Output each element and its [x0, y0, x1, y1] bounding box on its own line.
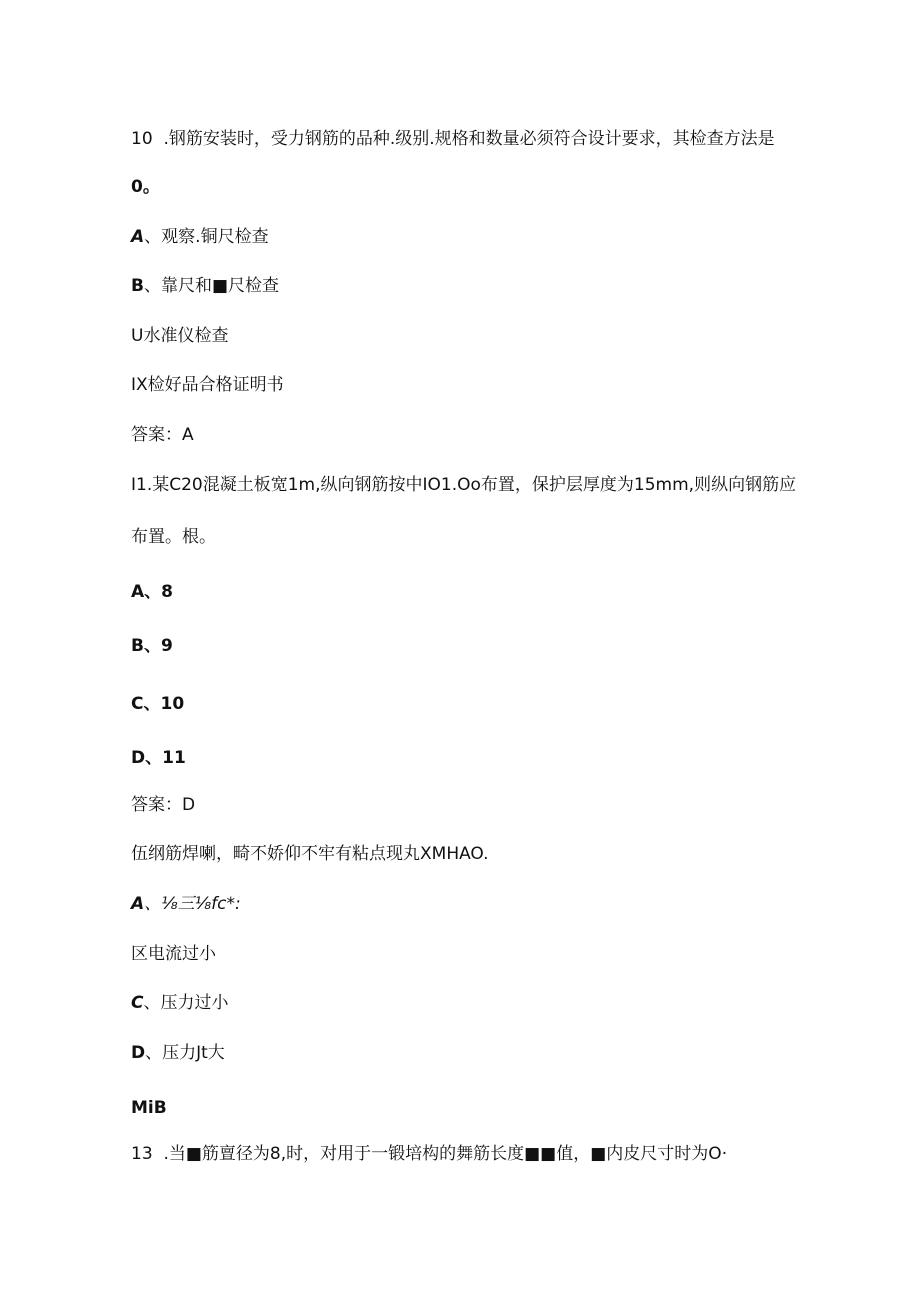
question-12-option-c	[131, 992, 228, 1014]
question-11-stem-line2: 布置。根。	[131, 527, 216, 547]
option-text: 、⅛三⅛fc*:	[144, 894, 241, 914]
option-letter: C	[131, 694, 144, 714]
question-12-option-a	[131, 893, 241, 915]
option-letter: A	[131, 582, 145, 602]
option-letter: C	[131, 993, 144, 1013]
option-text: 、9	[143, 636, 173, 656]
option-text: 、压力过小	[143, 993, 229, 1013]
option-letter: B	[131, 636, 144, 656]
question-10-answer: 答案：A	[131, 425, 194, 445]
question-11-option-b	[131, 635, 173, 657]
question-12-option-d	[131, 1042, 225, 1064]
option-letter: D	[131, 748, 146, 768]
option-text: 、11	[145, 748, 186, 768]
question-10-option-b	[131, 275, 279, 297]
question-12-stem-line1: 伍纲筋焊喇，畸不娇仰不牢有粘点现丸XMHAO.	[131, 844, 489, 864]
question-13-stem-line1: 13 .当■筋亶径为8,时，对用于一锻培构的舞筋长度■■值，■内皮尺寸时为O·	[131, 1144, 728, 1164]
option-text: 、靠尺和■尺检查	[143, 276, 280, 296]
question-12-answer: MiB	[131, 1098, 167, 1118]
option-text: 、10	[143, 694, 185, 714]
question-10-stem-line2: 0。	[131, 177, 160, 197]
question-10-option-d: IX检好品合格证明书	[131, 375, 284, 395]
option-text: 、8	[144, 582, 174, 602]
option-text: 、压力Jt大	[145, 1043, 225, 1063]
option-text: 、观察.铜尺检查	[144, 227, 269, 247]
option-letter: B	[131, 276, 144, 296]
question-11-option-c	[131, 693, 184, 715]
option-letter: A	[131, 227, 145, 247]
question-11-answer: 答案：D	[131, 795, 196, 815]
question-11-option-a	[131, 581, 173, 603]
question-11-stem-line1: I1.某C20混凝土板宽1m,纵向钢筋按中IO1.Oo布置，保护层厚度为15mm,则纵向钢筋应	[131, 475, 797, 495]
question-10-stem-line1: 10 .钢筋安装时，受力钢筋的品种.级别.规格和数量必须符合设计要求，其检查方法是	[131, 129, 775, 149]
option-letter: A	[131, 894, 145, 914]
question-12-option-b: 区电流过小	[131, 944, 216, 964]
question-10-option-c: U水准仪检查	[131, 326, 229, 346]
question-10-option-a	[131, 226, 269, 248]
option-letter: D	[131, 1043, 146, 1063]
question-11-option-d	[131, 747, 186, 769]
